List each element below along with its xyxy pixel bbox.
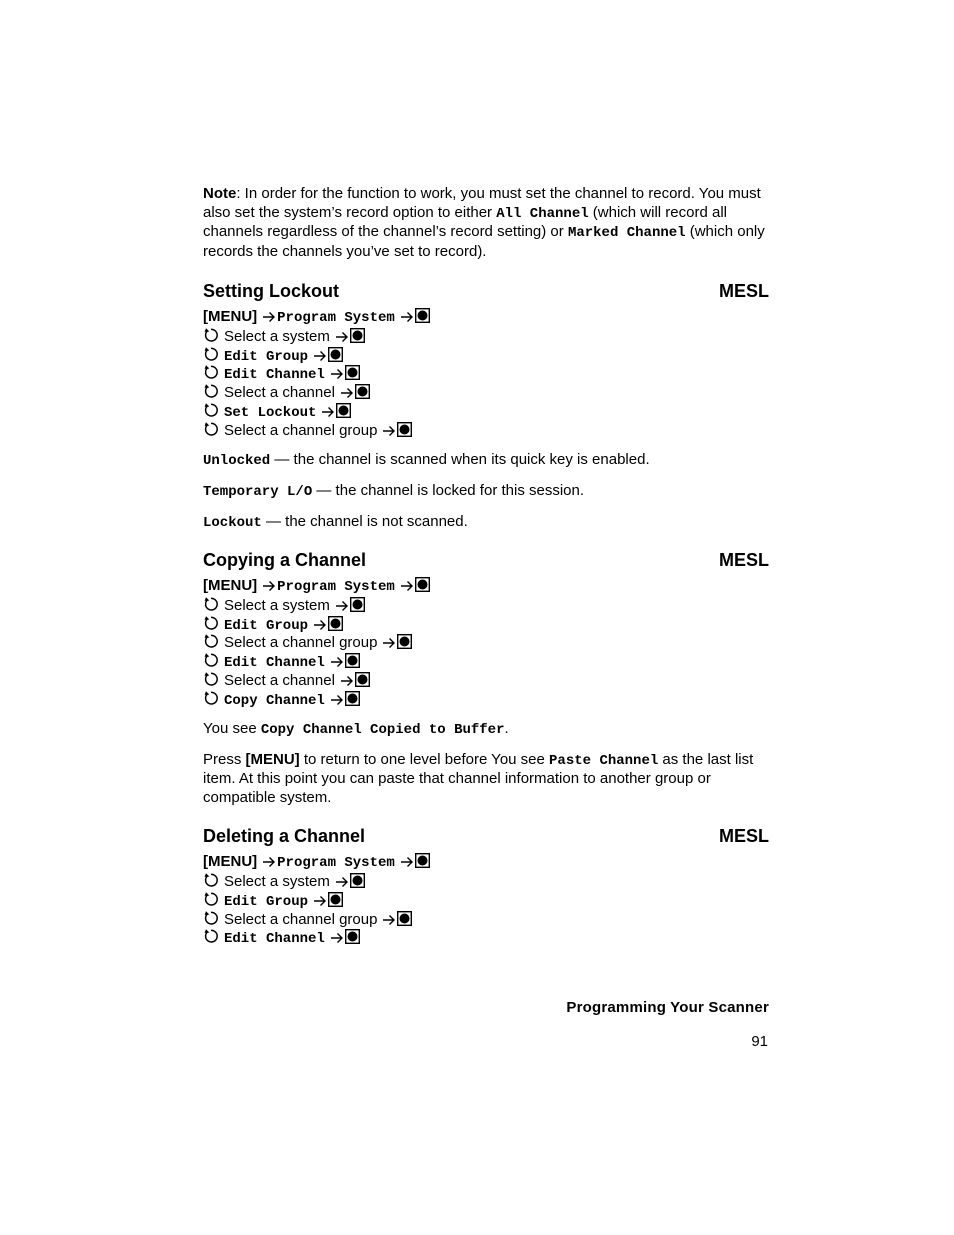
page-number: 91 (751, 1033, 768, 1050)
section-heading-setting-lockout (203, 280, 769, 302)
select-button-icon (415, 853, 430, 874)
display-message: Copy Channel Copied to Buffer (260, 721, 505, 738)
steps-deleting-a-channel (203, 853, 769, 947)
step-label: Copy Channel (224, 692, 325, 709)
step (203, 383, 769, 402)
note-option-all-channel: All Channel (496, 205, 589, 222)
select-button-icon (350, 328, 365, 349)
step-label: Edit Group (224, 893, 309, 910)
option-name: Temporary L/O (203, 483, 313, 500)
step-label: Select a channel group (224, 910, 378, 928)
note-text: : In order for the function to work, you must set the channel to record. You must also set the system’s record option to either (203, 185, 761, 221)
menu-key-label: [MENU] (245, 750, 300, 768)
body-text: You see (203, 719, 261, 737)
step (203, 402, 769, 421)
step-label: Select a system (224, 596, 330, 614)
select-button-icon (415, 577, 430, 598)
step (203, 872, 769, 891)
step (203, 928, 769, 947)
rotate-knob-icon (203, 928, 219, 950)
option-description: — the channel is locked for this session. (312, 481, 585, 499)
step-label: Edit Channel (224, 655, 325, 672)
step-label: Select a channel group (224, 421, 378, 439)
step (203, 327, 769, 346)
right-arrow-icon (382, 424, 396, 443)
step (203, 308, 769, 327)
lockout-option-lockout (203, 513, 769, 533)
steps-setting-lockout (203, 308, 769, 440)
step (203, 577, 769, 596)
paste-instructions-paragraph (203, 751, 769, 808)
note-label: Note (203, 185, 237, 202)
step (203, 615, 769, 634)
step (203, 596, 769, 615)
rotate-knob-icon (203, 690, 219, 712)
step-label: Program System (277, 310, 395, 326)
step-label: Edit Channel (224, 367, 325, 384)
step-label: Edit Channel (224, 931, 325, 948)
select-button-icon (397, 634, 412, 655)
step (203, 891, 769, 910)
select-button-icon (397, 422, 412, 443)
note-text: (which only records the channels you’ve set to record). (203, 223, 765, 260)
right-arrow-icon (382, 636, 396, 655)
section-heading-copying-a-channel (203, 549, 769, 571)
section-title: Copying a Channel (203, 550, 367, 571)
section-mode-code: MESL (718, 826, 769, 847)
right-arrow-icon (330, 931, 344, 950)
select-button-icon (397, 911, 412, 932)
lockout-option-temporary (203, 482, 769, 502)
step (203, 652, 769, 671)
note-option-marked-channel: Marked Channel (567, 225, 686, 241)
step-label: Select a channel group (224, 634, 378, 652)
step-label: Edit Group (224, 348, 309, 365)
option-name: Lockout (203, 514, 262, 531)
note-text: (which will record all channels regardless of the channel’s record setting) or (203, 203, 727, 240)
section-title: Setting Lockout (203, 281, 339, 301)
select-button-icon (350, 597, 365, 618)
step-label: Select a channel (224, 384, 335, 402)
step (203, 671, 769, 690)
step-label: Program System (277, 855, 395, 872)
section-title: Deleting a Channel (203, 826, 366, 847)
step (203, 910, 769, 929)
step-label: Set Lockout (224, 404, 317, 421)
select-button-icon (345, 929, 360, 950)
step-label: Select a channel (224, 672, 335, 690)
section-mode-code: MESL (718, 550, 769, 571)
menu-key-label: [MENU] (203, 577, 258, 595)
step (203, 633, 769, 652)
steps-copying-a-channel (203, 577, 769, 709)
copy-result-paragraph (203, 720, 769, 740)
menu-key-label: [MENU] (203, 853, 258, 871)
lockout-option-unlocked (203, 451, 769, 471)
step-label: Select a system (224, 327, 330, 345)
step (203, 346, 769, 365)
step (203, 421, 769, 440)
page-content (203, 185, 769, 947)
section-mode-code: MESL (718, 281, 769, 301)
step-label: Edit Group (224, 617, 309, 634)
step (203, 690, 769, 709)
body-text: . (504, 719, 509, 737)
right-arrow-icon (382, 913, 396, 932)
right-arrow-icon (400, 855, 414, 874)
select-button-icon (415, 308, 430, 329)
step-label: Select a system (224, 872, 330, 890)
display-message: Paste Channel (549, 752, 659, 769)
select-button-icon (355, 384, 370, 405)
option-name: Unlocked (203, 452, 271, 469)
menu-key-label: [MENU] (203, 308, 258, 325)
option-description: — the channel is not scanned. (261, 512, 468, 530)
right-arrow-icon (330, 693, 344, 712)
right-arrow-icon (400, 579, 414, 598)
select-button-icon (350, 873, 365, 894)
option-description: — the channel is scanned when its quick key is enabled. (270, 450, 650, 468)
body-text: Press (203, 750, 246, 768)
step (203, 364, 769, 383)
body-text: as the last list item. At this point you can paste that channel information to another group or compatible system. (203, 750, 754, 806)
step-label: Program System (277, 579, 395, 596)
note-paragraph (203, 185, 769, 261)
step (203, 853, 769, 872)
rotate-knob-icon (203, 421, 219, 443)
right-arrow-icon (262, 310, 276, 329)
body-text: to return to one level before You see (299, 750, 550, 768)
right-arrow-icon (400, 310, 414, 329)
section-heading-deleting-a-channel (203, 825, 769, 847)
select-button-icon (345, 691, 360, 712)
footer-chapter-title: Programming Your Scanner (566, 999, 769, 1016)
